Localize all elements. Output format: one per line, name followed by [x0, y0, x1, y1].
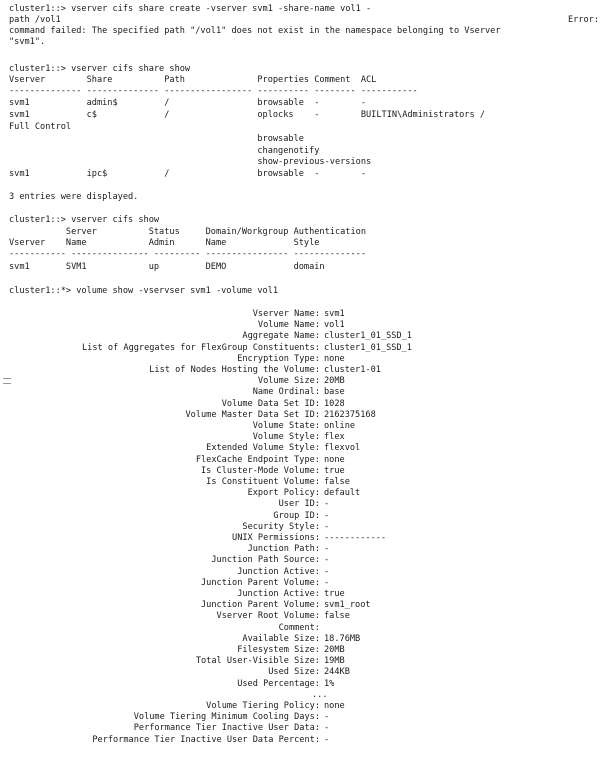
volume-attribute-row — [0, 365, 610, 376]
volume-attribute-value: 19MB — [324, 656, 345, 667]
volume-attribute-key: Vserver Name: — [252, 309, 320, 319]
volume-attribute-row — [0, 387, 610, 398]
share-table-row: svm1 c$ / oplocks - BUILTIN\Administrators / — [9, 110, 485, 120]
volume-attribute-key: Junction Active: — [237, 589, 320, 599]
volume-attribute-value: svm1_root — [324, 600, 371, 611]
volume-attribute-value: - — [324, 734, 330, 745]
volume-attribute-value: - — [324, 544, 330, 555]
volume-attribute-key: UNIX Permissions: — [232, 533, 320, 543]
cifs-table-separator: ----------- --------------- --------- ---------------- -------------- — [9, 249, 366, 259]
volume-attribute-row — [0, 432, 610, 443]
volume-attribute-row — [0, 343, 610, 354]
volume-attribute-row — [0, 589, 610, 600]
volume-attribute-key: Performance Tier Inactive User Data Percent: — [92, 734, 320, 745]
volume-attribute-key: Volume Tiering Minimum Cooling Days: — [133, 712, 320, 723]
share-create-command: cluster1::> vserver cifs share create -vserver svm1 -share-name vol1 - — [9, 4, 372, 14]
volume-attribute-value: ... — [312, 689, 328, 700]
volume-attribute-value: default — [324, 488, 361, 499]
volume-attribute-key: Junction Parent Volume: — [201, 577, 320, 588]
volume-attribute-key: Extended Volume Style: — [206, 443, 320, 454]
volume-attribute-row — [0, 443, 610, 454]
volume-attribute-row — [0, 656, 610, 667]
volume-attribute-row — [0, 354, 610, 365]
volume-attribute-value: flex — [324, 432, 345, 443]
share-create-command-cont: path /vol1 — [9, 15, 61, 25]
volume-attribute-row — [0, 533, 610, 544]
volume-attribute-value: none — [324, 353, 345, 364]
volume-attribute-row — [0, 421, 610, 432]
volume-attribute-value: false — [324, 611, 350, 622]
volume-attribute-value: - — [324, 723, 330, 734]
volume-attribute-row — [0, 735, 610, 746]
volume-attribute-value: - — [324, 577, 330, 588]
volume-attribute-row — [0, 712, 610, 723]
volume-attribute-key: Volume Style: — [252, 432, 320, 443]
volume-attribute-key: Performance Tier Inactive User Data: — [133, 723, 320, 734]
volume-attribute-key: Volume State: — [252, 421, 320, 431]
volume-attribute-value: cluster1_01_SSD_1 — [324, 342, 412, 353]
volume-attribute-value: 2162375168 — [324, 409, 376, 420]
volume-attribute-key: Volume Name: — [257, 320, 320, 331]
volume-attribute-key: Junction Active: — [237, 566, 320, 577]
volume-attribute-row — [0, 544, 610, 555]
volume-attribute-value: - — [324, 499, 330, 510]
volume-attribute-key: Used Size: — [268, 667, 320, 678]
volume-attribute-value: none — [324, 701, 345, 711]
cifs-table-header: Server Status Domain/Workgroup Authentication — [9, 227, 366, 237]
volume-attribute-row — [0, 611, 610, 622]
share-table-row: changenotify — [9, 146, 320, 156]
volume-attribute-key: Comment: — [278, 622, 320, 633]
volume-attribute-row — [0, 578, 610, 589]
volume-attribute-value: - — [324, 521, 330, 532]
volume-attribute-value: cluster1_01_SSD_1 — [324, 331, 412, 342]
volume-attribute-key: Group ID: — [273, 510, 320, 521]
volume-attribute-row — [0, 331, 610, 342]
volume-attribute-key: Volume Data Set ID: — [221, 398, 320, 409]
volume-attribute-row — [0, 701, 610, 712]
volume-attribute-row — [0, 555, 610, 566]
volume-attribute-value: - — [324, 510, 330, 521]
volume-attribute-row — [0, 455, 610, 466]
volume-attribute-row — [0, 623, 610, 634]
cifs-table-header: Vserver Name Admin Name Style — [9, 238, 320, 248]
volume-attribute-row — [0, 477, 610, 488]
volume-attribute-key: Encryption Type: — [237, 353, 320, 364]
share-table-row: svm1 admin$ / browsable - - — [9, 98, 366, 108]
volume-attribute-key: List of Nodes Hosting the Volume: — [149, 365, 320, 375]
volume-attribute-value: 20MB — [324, 645, 345, 655]
volume-attribute-value: 1% — [324, 678, 335, 689]
volume-show-command: cluster1::*> volume show -vservser svm1 -volume vol1 — [9, 286, 279, 296]
volume-attribute-row — [0, 567, 610, 578]
volume-attribute-key: Junction Path Source: — [211, 555, 320, 566]
volume-attribute-key: Available Size: — [242, 633, 320, 644]
volume-attribute-row — [0, 488, 610, 499]
volume-attribute-value: vol1 — [324, 320, 345, 331]
volume-attribute-row — [0, 399, 610, 410]
volume-attribute-value: false — [324, 477, 350, 487]
error-message: command failed: The specified path "/vol1" does not exist in the namespace belonging to Vserver — [9, 26, 501, 36]
volume-attribute-value: none — [324, 454, 345, 465]
volume-attribute-value: flexvol — [324, 443, 361, 454]
volume-attribute-row — [0, 376, 610, 387]
volume-attribute-key: Is Cluster-Mode Volume: — [201, 465, 320, 476]
error-label: Error: — [568, 15, 600, 25]
share-table-row: Full Control — [9, 122, 72, 132]
volume-attribute-key: List of Aggregates for FlexGroup Constituents: — [82, 342, 320, 353]
error-message-cont: "svm1". — [9, 37, 46, 47]
volume-attribute-key: Total User-Visible Size: — [195, 656, 320, 667]
volume-attribute-key: Volume Master Data Set ID: — [185, 409, 320, 420]
volume-attribute-value: ------------ — [324, 533, 387, 543]
volume-attribute-row — [0, 667, 610, 678]
volume-attribute-key: Junction Path: — [247, 544, 320, 555]
volume-attribute-value: - — [324, 712, 330, 723]
volume-attribute-key: Junction Parent Volume: — [201, 600, 320, 611]
volume-attribute-row — [0, 690, 610, 701]
volume-attribute-key: Security Style: — [242, 521, 320, 532]
entries-message: 3 entries were displayed. — [9, 192, 139, 202]
volume-attribute-value: 1028 — [324, 398, 345, 409]
volume-attribute-key: Export Policy: — [247, 488, 320, 499]
volume-attribute-key: Vserver Root Volume: — [216, 611, 320, 622]
volume-attribute-row — [0, 600, 610, 611]
volume-attribute-value: base — [324, 387, 345, 398]
volume-attribute-row — [0, 499, 610, 510]
cifs-show-command: cluster1::> vserver cifs show — [9, 215, 160, 225]
share-table-row: browsable — [9, 134, 304, 144]
volume-attribute-value: cluster1-01 — [324, 365, 381, 375]
volume-attribute-key: User ID: — [278, 499, 320, 510]
share-table-row: show-previous-versions — [9, 157, 372, 167]
share-table-separator: -------------- -------------- ----------------- ---------- -------- ----------- — [9, 86, 418, 96]
volume-attribute-row — [0, 410, 610, 421]
volume-attribute-key: Aggregate Name: — [242, 331, 320, 342]
volume-attribute-row — [0, 320, 610, 331]
share-table-row: svm1 ipc$ / browsable - - — [9, 169, 366, 179]
volume-attribute-value: 20MB — [324, 376, 345, 387]
volume-attribute-key: Name Ordinal: — [252, 387, 320, 398]
volume-attribute-key: Is Constituent Volume: — [206, 477, 320, 487]
volume-attribute-value: 244KB — [324, 667, 350, 678]
volume-attribute-row — [0, 511, 610, 522]
volume-attribute-key: Volume Tiering Policy: — [206, 701, 320, 711]
volume-attribute-row — [0, 466, 610, 477]
volume-attribute-value: 18.76MB — [324, 633, 361, 644]
volume-attribute-value: online — [324, 421, 356, 431]
volume-attribute-value: svm1 — [324, 309, 345, 319]
volume-attribute-row — [0, 309, 610, 320]
share-table-header: Vserver Share Path Properties Comment ACL — [9, 75, 377, 85]
share-show-command: cluster1::> vserver cifs share show — [9, 64, 191, 74]
volume-attribute-row — [0, 522, 610, 533]
volume-attribute-value: true — [324, 589, 345, 599]
volume-attribute-key: FlexCache Endpoint Type: — [195, 454, 320, 465]
volume-attribute-key: Volume Size: — [257, 376, 320, 387]
volume-attribute-value: - — [324, 555, 330, 566]
cifs-table-row: svm1 SVM1 up DEMO domain — [9, 262, 325, 272]
volume-attribute-row — [0, 645, 610, 656]
volume-attribute-value: true — [324, 465, 345, 476]
volume-attribute-row — [0, 634, 610, 645]
scroll-marker-icon — [3, 378, 11, 384]
volume-attribute-key: Filesystem Size: — [237, 645, 320, 655]
volume-attribute-value: - — [324, 566, 330, 577]
volume-attribute-row — [0, 723, 610, 734]
volume-attribute-key: Used Percentage: — [237, 678, 320, 689]
volume-attribute-row — [0, 679, 610, 690]
